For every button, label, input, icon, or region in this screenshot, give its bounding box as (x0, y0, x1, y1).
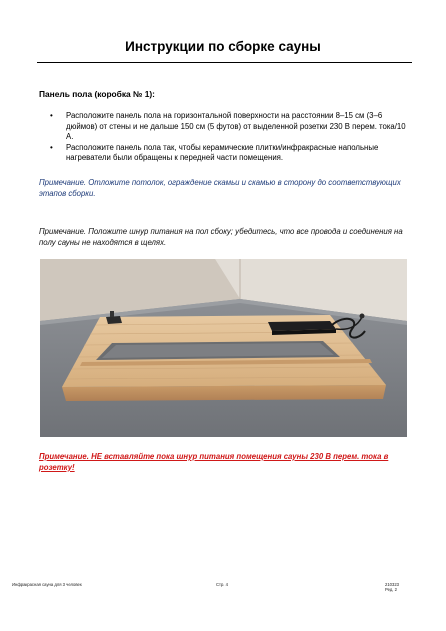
note-power-cord: Примечание. Положите шнур питания на пол сбоку; убедитесь, что все провода и соединения на полу сауны не находятся в щелях. (39, 227, 403, 247)
instruction-text: Расположите панель пола так, чтобы керамические плитки/инфракрасные напольные нагреватели были обращены к передней части помещения. (66, 142, 379, 163)
section-heading: Панель пола (коробка № 1): (39, 89, 155, 99)
bullet-icon: • (50, 111, 53, 120)
footer-page-number: Стр. 4 (216, 582, 228, 587)
footer-date: 210323 (385, 582, 399, 587)
power-warning: Примечание. НЕ вставляйте пока шнур питания помещения сауны 230 В перем. тока в розетку! (39, 452, 389, 472)
note-set-aside-parts: Примечание. Отложите потолок, ограждение скамьи и скамью в сторону до соответствующих этапов сборки. (39, 178, 401, 198)
instruction-text: Расположите панель пола на горизонтальной поверхности на расстоянии 8–15 см (3–6 дюймов) от стены и не дальше 150 см (5 футов) от выделенной розетки 230 В перем. тока/10 А. (66, 111, 406, 142)
instruction-list (39, 111, 413, 164)
floor-panel-photo (40, 259, 407, 437)
footer-rev: Ред. 2 (385, 587, 397, 592)
list-item (39, 143, 413, 164)
bullet-icon: • (50, 142, 53, 152)
title-divider (37, 62, 412, 63)
footer-revision (385, 582, 399, 592)
list-item (39, 111, 413, 143)
floor-panel-illustration (40, 259, 407, 437)
page-title: Инструкции по сборке сауны (125, 39, 321, 54)
footer-product-name: Инфракрасная сауна для 3 человек (12, 582, 82, 587)
